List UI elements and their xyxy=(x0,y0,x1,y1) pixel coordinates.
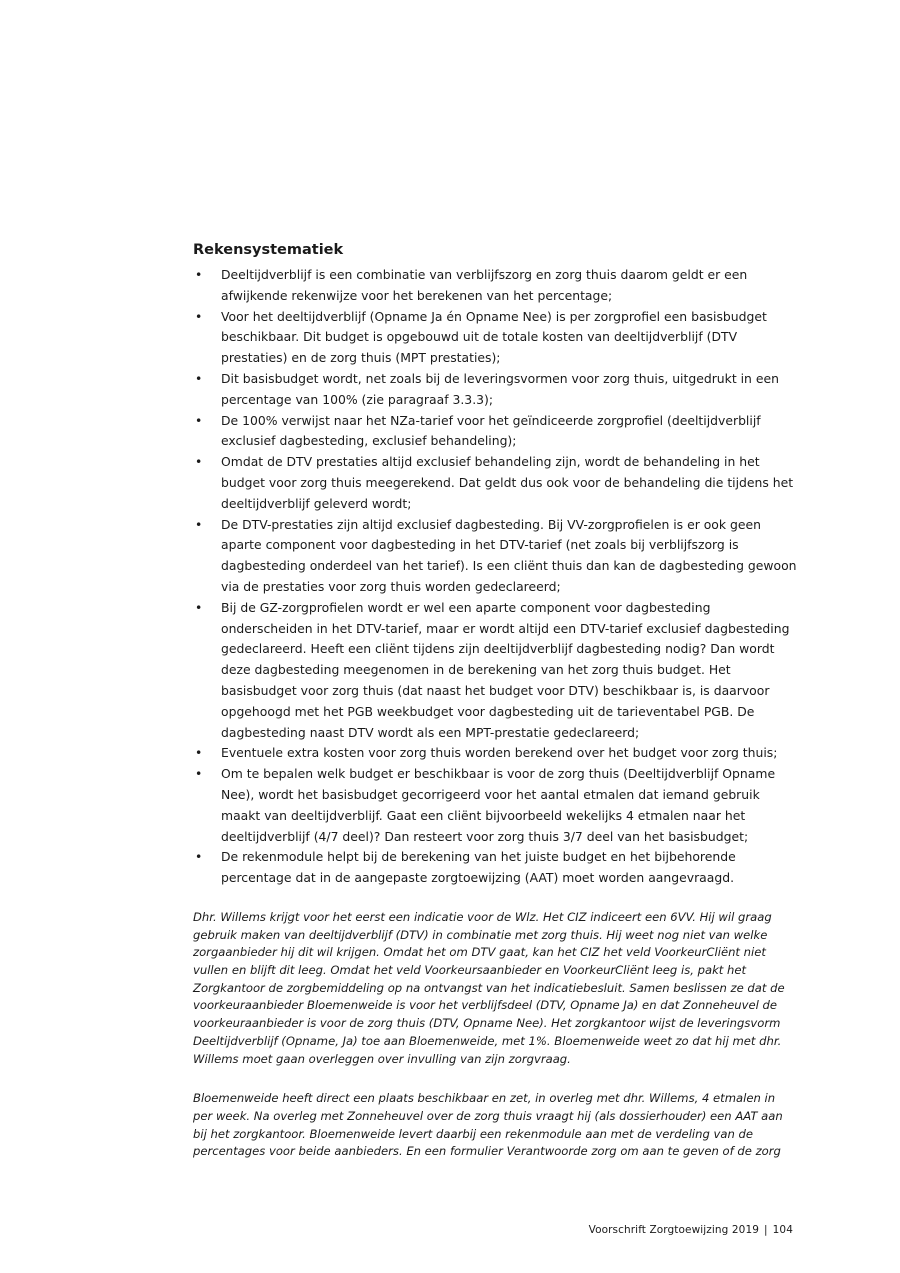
bullet-icon: • xyxy=(195,849,203,865)
example-paragraph-1: Dhr. Willems krijgt voor het eerst een indicatie voor de Wlz. Het CIZ indiceert een 6VV. Hij wil graag gebruik maken van deeltijdverblijf (DTV) in combinatie met zorg thuis. Hij weet nog niet van welke zorgaanbieder hij dit wil krijgen. Omdat het om DTV gaat, kan het CIZ het veld VoorkeurCliënt niet vullen en blijft dit leeg. Omdat het veld Voorkeursaanbieder en VoorkeurCliënt leeg is, pakt het Zorgkantoor de zorgbemiddeling op na ontvangst van het indicatiebesluit. Samen beslissen ze dat de voorkeuraanbieder Bloemenweide is voor het verblijfsdeel (DTV, Opname Ja) en dat Zonneheuvel de voorkeuraanbieder is voor de zorg thuis (DTV, Opname Nee). Het zorgkantoor wijst de leveringsvorm Deeltijdverblijf (Opname, Ja) toe aan Bloemenweide, met 1%. Bloemenweide weet zo dat hij met dhr. Willems moet gaan overleggen over invulling van zijn zorgvraag. xyxy=(193,909,785,1066)
list-item: • Bij de GZ-zorgprofielen wordt er wel een aparte component voor dagbesteding onderscheiden in het DTV-tarief, maar er wordt altijd een DTV-tarief exclusief dagbesteding gedeclareerd. Heeft een cliënt tijdens zijn deeltijdverblijf dagbesteding nodig? Dan wordt deze dagbesteding meegenomen in de berekening van het zorg thuis budget. Het basisbudget voor zorg thuis (dat naast het budget voor DTV) beschikbaar is, is daarvoor opgehoogd met het PGB weekbudget voor dagbesteding uit de tarieventabel PGB. De dagbesteding naast DTV wordt als een MPT-prestatie gedeclareerd; xyxy=(195,599,790,740)
list-item: • Deeltijdverblijf is een combinatie van verblijfszorg en zorg thuis daarom geldt er een afwijkende rekenwijze voor het berekenen van het percentage; xyxy=(195,267,748,303)
page-footer xyxy=(589,1224,793,1236)
example-paragraph-2: Bloemenweide heeft direct een plaats beschikbaar en zet, in overleg met dhr. Willems, 4 etmalen in per week. Na overleg met Zonneheuvel over de zorg thuis vraagt hij (als dossierhouder) een AAT aan bij het zorgkantoor. Bloemenweide levert daarbij een rekenmodule aan met de verdeling van de percentages voor beide aanbieders. En een formulier Verantwoorde zorg om aan te geven of de zorg xyxy=(193,1091,783,1159)
bullet-icon: • xyxy=(195,308,203,324)
bullet-icon: • xyxy=(195,454,203,470)
bullet-icon: • xyxy=(195,599,203,615)
list-item: • De rekenmodule helpt bij de berekening van het juiste budget en het bijbehorende percentage dat in de aangepaste zorgtoewijzing (AAT) moet worden aangevraagd. xyxy=(195,849,736,886)
page-number: 104 xyxy=(772,1224,793,1236)
bullet-list xyxy=(193,265,798,889)
list-item: • De DTV-prestaties zijn altijd exclusief dagbesteding. Bij VV-zorgprofielen is er ook geen aparte component voor dagbesteding in het DTV-tarief (net zoals bij verblijfszorg is dagbesteding onderdeel van het tarief). Is een cliënt thuis dan kan de dagbesteding gewoon via de prestaties voor zorg thuis worden gedeclareerd; xyxy=(195,516,797,594)
list-item: • Omdat de DTV prestaties altijd exclusief behandeling zijn, wordt de behandeling in het budget voor zorg thuis meegerekend. Dat geldt dus ook voor de behandeling die tijdens het deeltijdverblijf geleverd wordt; xyxy=(195,454,794,511)
list-item: • De 100% verwijst naar het NZa-tarief voor het geïndiceerde zorgprofiel (deeltijdverblijf exclusief dagbesteding, exclusief behandeling); xyxy=(195,412,761,449)
bullet-icon: • xyxy=(195,745,203,761)
section-heading: Rekensystematiek xyxy=(193,242,344,258)
bullet-icon: • xyxy=(195,370,203,386)
footer-separator: | xyxy=(764,1224,768,1236)
bullet-icon: • xyxy=(195,412,203,428)
bullet-icon: • xyxy=(195,516,203,532)
list-item: • Voor het deeltijdverblijf (Opname Ja én Opname Nee) is per zorgprofiel een basisbudget beschikbaar. Dit budget is opgebouwd uit de totale kosten van deeltijdverblijf (DTV prestaties) en de zorg thuis (MPT prestaties); xyxy=(195,308,767,366)
list-item: • Eventuele extra kosten voor zorg thuis worden berekend over het budget voor zorg thuis; xyxy=(193,743,798,764)
list-item: • Dit basisbudget wordt, net zoals bij de leveringsvormen voor zorg thuis, uitgedrukt in een percentage van 100% (zie paragraaf 3.3.3); xyxy=(195,370,779,407)
footer-title: Voorschrift Zorgtoewijzing 2019 xyxy=(588,1224,760,1236)
bullet-icon: • xyxy=(195,766,203,782)
bullet-icon: • xyxy=(195,267,203,282)
page-content xyxy=(193,240,798,1161)
list-item: • Om te bepalen welk budget er beschikbaar is voor de zorg thuis (Deeltijdverblijf Opname Nee), wordt het basisbudget gecorrigeerd voor het aantal etmalen dat iemand gebruik maakt van deeltijdverblijf. Gaat een cliënt bijvoorbeeld wekelijks 4 etmalen naar het deeltijdverblijf (4/7 deel)? Dan resteert voor zorg thuis 3/7 deel van het basisbudget; xyxy=(195,766,776,844)
